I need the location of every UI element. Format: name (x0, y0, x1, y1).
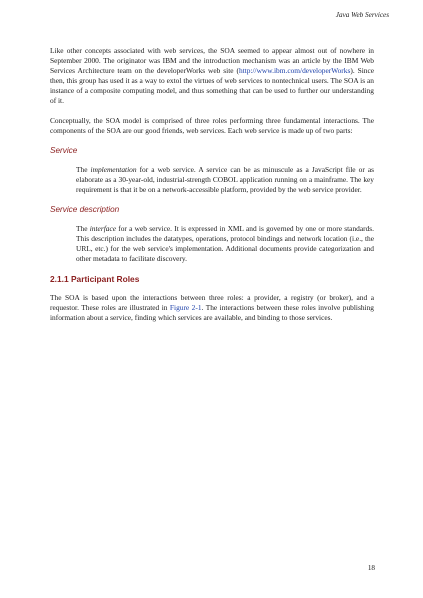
service-text-start: The (76, 165, 91, 174)
interface-term: interface (89, 224, 117, 233)
service-heading: Service (50, 146, 78, 155)
running-header: Java Web Services (335, 11, 389, 19)
intro-text-start: Like other concepts associated with web services, the SOA seemed to appear almost out of nowhere in September 2000. The originator was IBM and the introduction mechanism was an article by the IBM Web Services Architecture team on the developerWorks web site ( (50, 46, 374, 75)
roles-paragraph (50, 293, 374, 323)
figure-reference-link[interactable]: Figure 2-1 (169, 303, 202, 312)
implementation-term: implementation (90, 165, 137, 174)
description-text-end: for a web service. It is expressed in XML and is governed by one or more standards. This description includes the datatypes, operations, protocol bindings and network location (i.e., the URL, etc.) for the web service's implementation. Additional documents provide categorization and other metadata to facilitate discovery. (76, 224, 375, 263)
page-content (50, 46, 374, 323)
roles-text-start: The SOA is based upon the interactions between three roles: a provider, a registry (or broker), and a requestor. These roles are illustrated in (50, 293, 374, 312)
roles-text-end: . The interactions between these roles involve publishing information about a service, finding which services are available, and binding to those services. (50, 303, 374, 322)
intro-paragraph (50, 46, 374, 106)
description-text-start: The (76, 224, 90, 233)
service-description-heading: Service description (50, 205, 120, 214)
concept-paragraph: Conceptually, the SOA model is comprised of three roles performing three fundamental interactions. The components of the SOA are our good friends, web services. Each web service is made up of two parts: (50, 116, 374, 135)
developerworks-link[interactable]: http://www.ibm.com/developerWorks (238, 66, 351, 75)
section-heading: 2.1.1 Participant Roles (50, 274, 140, 284)
page-number: 18 (367, 564, 375, 572)
service-paragraph (76, 165, 374, 195)
service-description-paragraph (76, 224, 374, 264)
service-text-end: for a web service. A service can be as minuscule as a JavaScript file or as elaborate as a 30-year-old, industrial-strength COBOL application running on a mainframe. The key requirement is that it be on a network-accessible platform, provided by the web service provider. (76, 165, 374, 194)
intro-text-end: ). Since then, this group has used it as a way to extol the virtues of web services to nontechnical users. The SOA is an instance of a composite computing model, and thus something that can be used to further our understanding of it. (50, 66, 374, 105)
